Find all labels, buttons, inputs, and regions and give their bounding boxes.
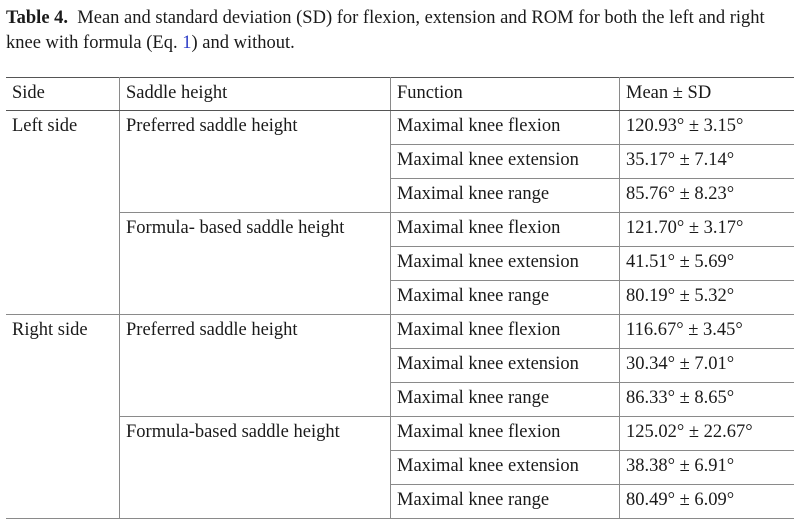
header-saddle-height: Saddle height bbox=[120, 78, 391, 111]
table-label: Table 4. bbox=[6, 8, 69, 28]
value-cell: 41.51° ± 5.69° bbox=[620, 247, 795, 281]
side-cell: Left side bbox=[6, 111, 120, 315]
saddle-cell: Preferred saddle height bbox=[120, 315, 391, 417]
header-mean-sd: Mean ± SD bbox=[620, 78, 795, 111]
value-cell: 35.17° ± 7.14° bbox=[620, 145, 795, 179]
value-cell: 125.02° ± 22.67° bbox=[620, 417, 795, 451]
function-cell: Maximal knee extension bbox=[391, 349, 620, 383]
knee-angle-table bbox=[6, 77, 794, 519]
caption-text: Mean and standard deviation (SD) for flexion, extension and ROM for both the left and right knee with formula (Eq. bbox=[6, 8, 765, 53]
saddle-cell: Preferred saddle height bbox=[120, 111, 391, 213]
function-cell: Maximal knee flexion bbox=[391, 417, 620, 451]
value-cell: 121.70° ± 3.17° bbox=[620, 213, 795, 247]
value-cell: 38.38° ± 6.91° bbox=[620, 451, 795, 485]
value-cell: 85.76° ± 8.23° bbox=[620, 179, 795, 213]
value-cell: 120.93° ± 3.15° bbox=[620, 111, 795, 145]
function-cell: Maximal knee flexion bbox=[391, 111, 620, 145]
table-caption bbox=[6, 6, 798, 56]
equation-reference-link[interactable]: 1 bbox=[182, 33, 192, 53]
function-cell: Maximal knee range bbox=[391, 281, 620, 315]
caption-text-end: ) and without. bbox=[191, 33, 295, 53]
saddle-cell: Formula-based saddle height bbox=[120, 417, 391, 519]
value-cell: 86.33° ± 8.65° bbox=[620, 383, 795, 417]
header-row bbox=[6, 78, 794, 111]
value-cell: 30.34° ± 7.01° bbox=[620, 349, 795, 383]
header-function: Function bbox=[391, 78, 620, 111]
table-row bbox=[6, 417, 794, 451]
function-cell: Maximal knee range bbox=[391, 179, 620, 213]
function-cell: Maximal knee extension bbox=[391, 145, 620, 179]
function-cell: Maximal knee range bbox=[391, 485, 620, 519]
value-cell: 80.19° ± 5.32° bbox=[620, 281, 795, 315]
table-row bbox=[6, 111, 794, 145]
function-cell: Maximal knee flexion bbox=[391, 213, 620, 247]
function-cell: Maximal knee range bbox=[391, 383, 620, 417]
function-cell: Maximal knee extension bbox=[391, 451, 620, 485]
table-row bbox=[6, 315, 794, 349]
function-cell: Maximal knee extension bbox=[391, 247, 620, 281]
table-row bbox=[6, 213, 794, 247]
value-cell: 80.49° ± 6.09° bbox=[620, 485, 795, 519]
function-cell: Maximal knee flexion bbox=[391, 315, 620, 349]
header-side: Side bbox=[6, 78, 120, 111]
side-cell: Right side bbox=[6, 315, 120, 519]
saddle-cell: Formula- based saddle height bbox=[120, 213, 391, 315]
value-cell: 116.67° ± 3.45° bbox=[620, 315, 795, 349]
